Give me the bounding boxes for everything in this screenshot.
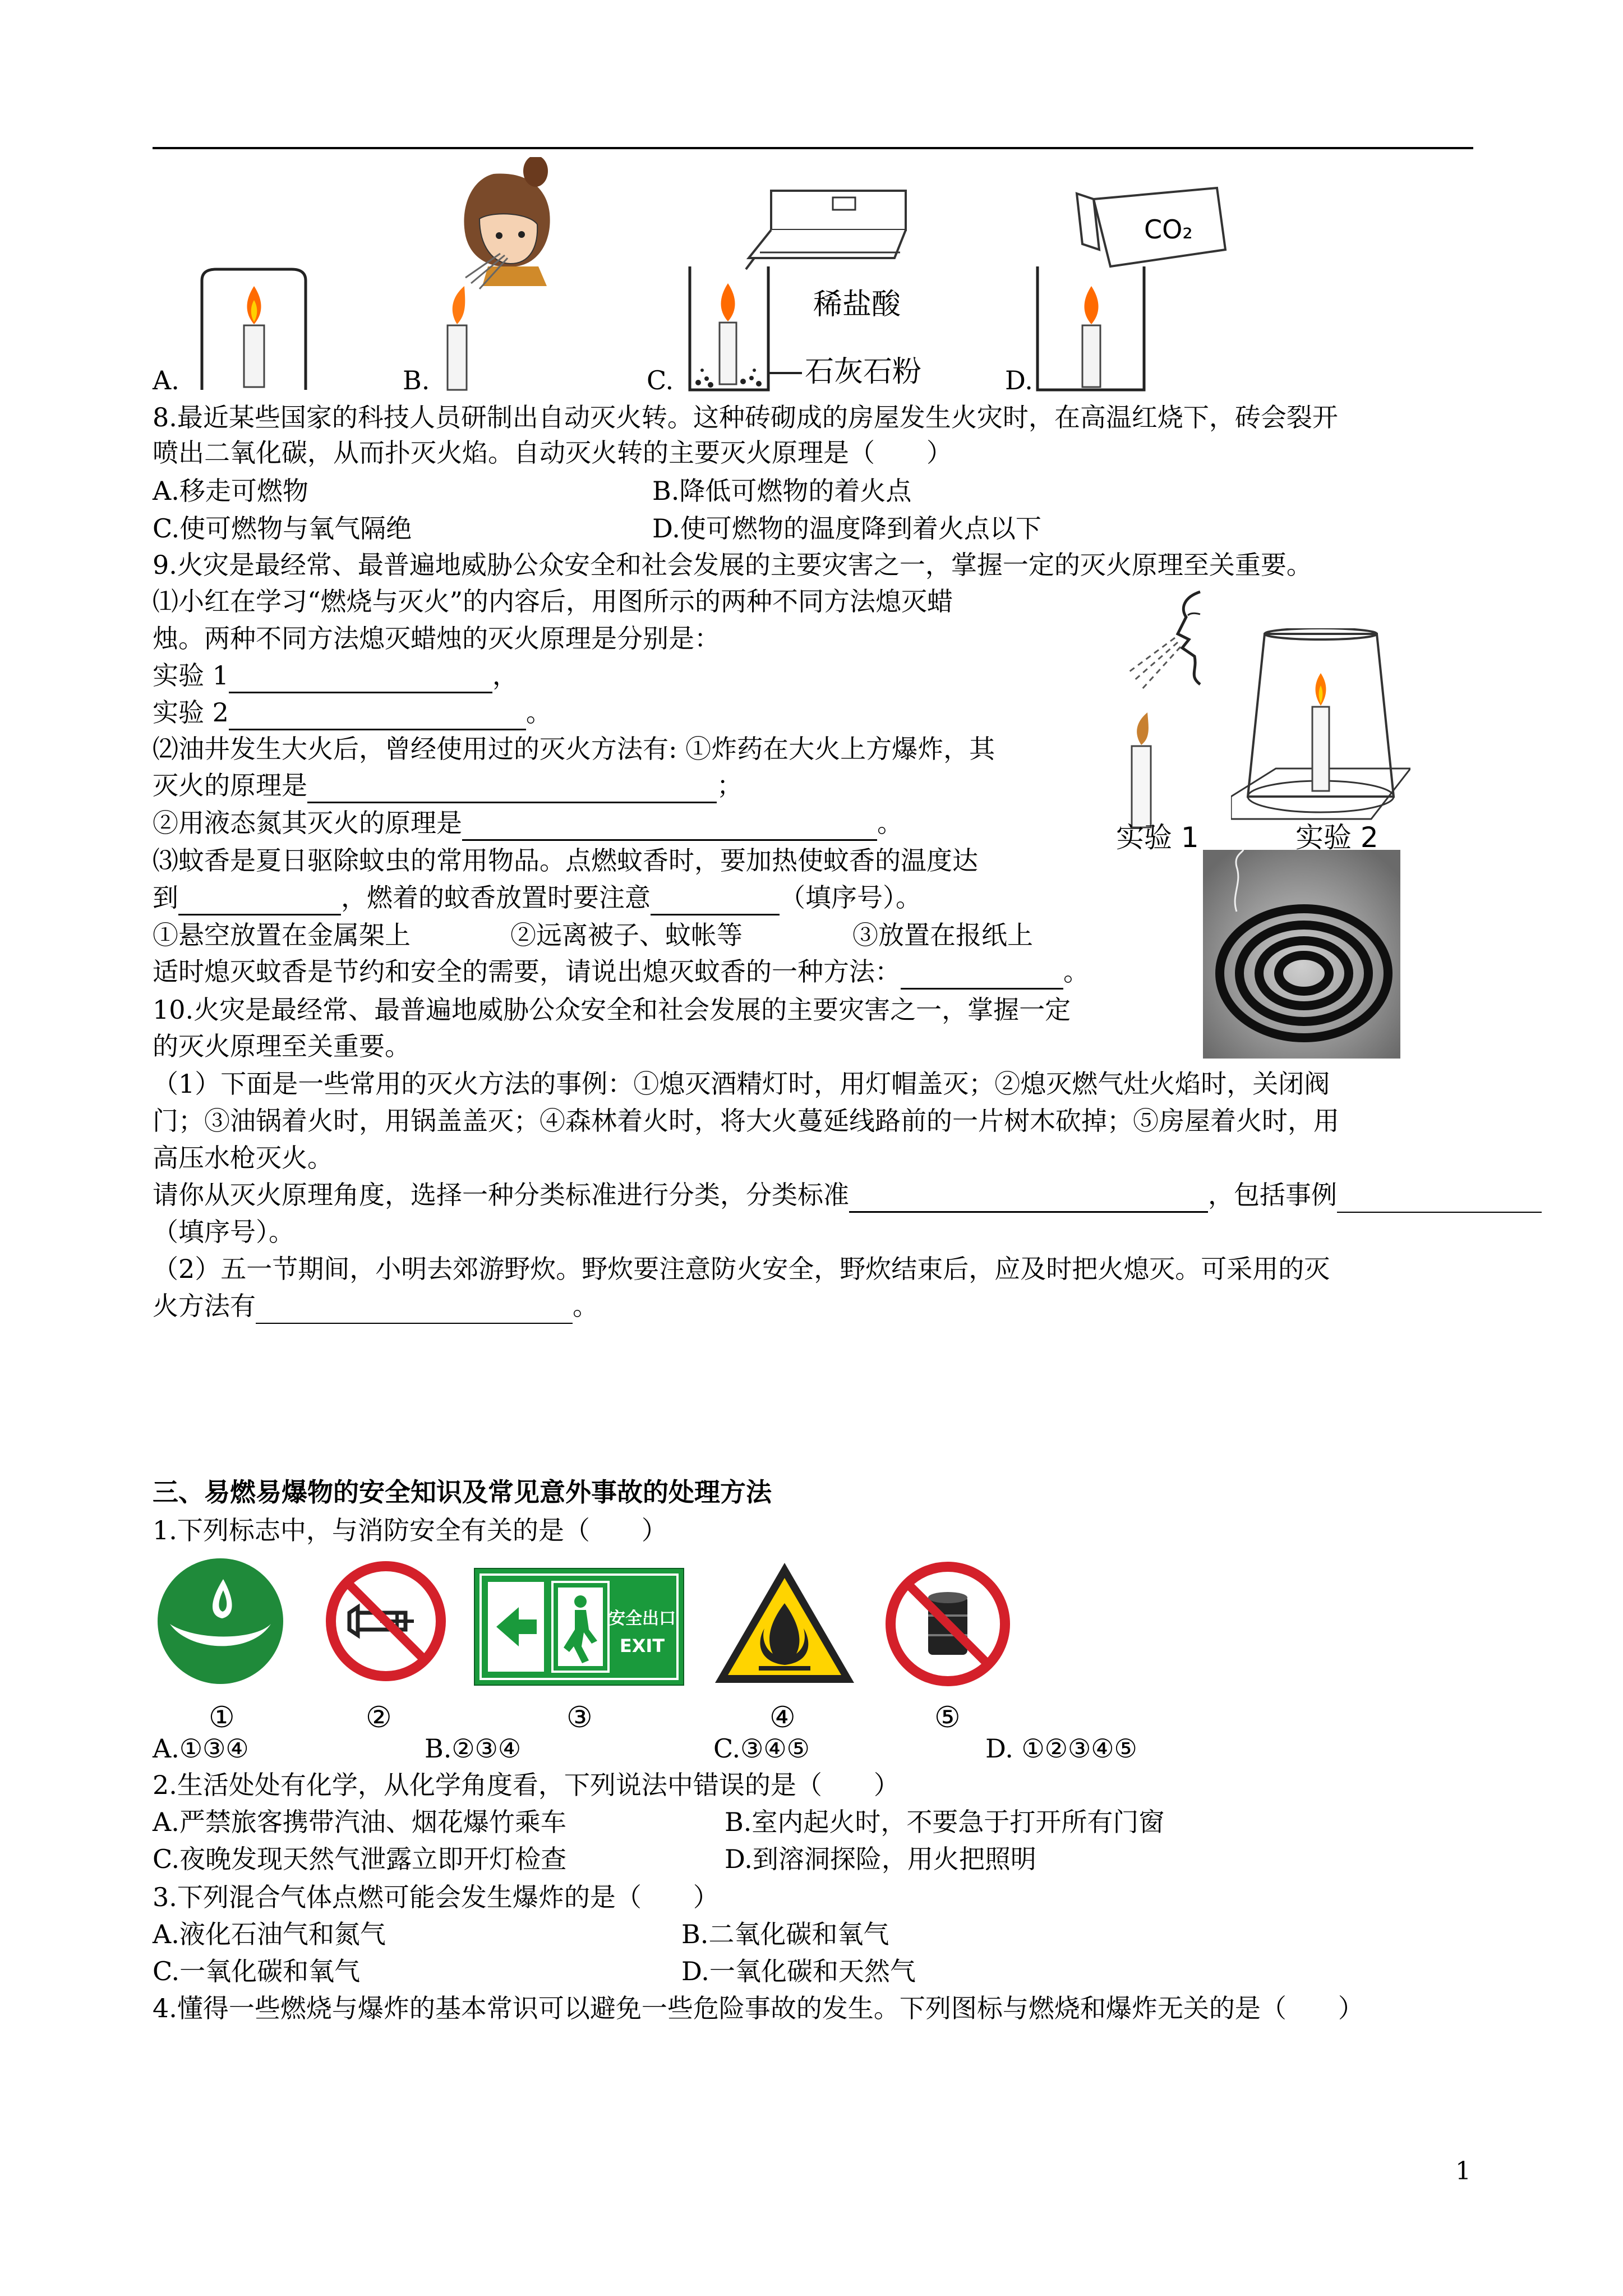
q7-option-d: D.	[1005, 365, 1033, 395]
q9-part1-line1: ⑴小红在学习“燃烧与灭火”的内容后，用图所示的两种不同方法熄灭蜡	[153, 586, 953, 616]
header-rule	[153, 147, 1473, 149]
experiment2-jar-figure	[1231, 628, 1410, 850]
s3-q2-option-d: D.到溶洞探险，用火把照明	[725, 1844, 1036, 1874]
q9-part3-fill: （填序号）。	[780, 882, 921, 913]
experiment1-label: 实验 1	[1116, 821, 1199, 850]
s3-q2-option-a: A.严禁旅客携带汽油、烟花爆竹乘车	[153, 1807, 566, 1837]
q9-exp2-line	[153, 694, 552, 730]
s3-q1-option-b: B.②③④	[425, 1733, 522, 1764]
sign3-safety-exit	[474, 1568, 684, 1686]
dilute-hcl-label: 稀盐酸	[813, 288, 901, 321]
q9-part2-label: 灭火的原理是	[153, 770, 307, 800]
q10-part2-line1: （2）五一节期间，小明去郊游野炊。野炊要注意防火安全，野炊结束后，应及时把火熄灭。可采用的灭	[153, 1254, 1330, 1284]
q10-stem-line2: 的灭火原理至关重要。	[153, 1031, 411, 1061]
s3-q1-option-c: C.③④⑤	[713, 1733, 810, 1764]
q9-exp2-blank[interactable]	[229, 700, 526, 730]
exit-en-text: EXIT	[619, 1635, 665, 1657]
page-number: 1	[1455, 2157, 1471, 2185]
sign3-number: ③	[566, 1701, 593, 1734]
q7-option-b: B.	[403, 365, 430, 395]
q9-stem: 9.火灾是最经常、最普遍地威胁公众安全和社会发展的主要灾害之一，掌握一定的灭火原理至关重要。	[153, 550, 1312, 580]
q9-part1-line2: 烛。两种不同方法熄灭蜡烛的灭火原理是分别是：	[153, 623, 720, 654]
q8-stem-line1: 8.最近某些国家的科技人员研制出自动灭火转。这种砖砌成的房屋发生火灾时，在高温红烧下，砖会裂开	[153, 402, 1338, 432]
q10-examples-blank[interactable]	[1337, 1182, 1542, 1213]
q10-stem-line1: 10.火灾是最经常、最普遍地威胁公众安全和社会发展的主要灾害之一，掌握一定	[153, 995, 1071, 1025]
sign4-flammable-warning	[711, 1558, 858, 1687]
q9-part3-to: 到	[153, 882, 178, 913]
sign1-number: ①	[209, 1701, 235, 1734]
q9-part2-blank1[interactable]	[307, 772, 717, 803]
s3-q3-option-a: A.液化石油气和氮气	[153, 1919, 386, 1949]
sign5-no-fuel-barrel	[883, 1559, 1012, 1688]
s3-q2-stem: 2.生活处处有化学，从化学角度看，下列说法中错误的是（ ）	[153, 1770, 900, 1800]
q9-exp2-label: 实验 2	[153, 697, 229, 728]
q10-methods-period: 。	[573, 1291, 598, 1321]
s3-q1-option-a: A.①③④	[153, 1733, 249, 1764]
q9-part2-semicolon: ；	[717, 770, 743, 800]
section3-title: 三、易燃易爆物的安全知识及常见意外事故的处理方法	[153, 1477, 772, 1507]
q9-part2-nitrogen-label: ②用液态氮其灭火的原理是	[153, 808, 462, 838]
q10-methods-blank[interactable]	[256, 1294, 573, 1324]
q9-part3-opt1: ①悬空放置在金属架上	[153, 920, 411, 950]
q9-part3-blank2[interactable]	[651, 885, 780, 915]
q9-part3-line4	[153, 954, 1089, 990]
q8-option-d: D.使可燃物的温度降到着火点以下	[652, 513, 1041, 544]
s3-q3-option-d: D.一氧化碳和天然气	[681, 1956, 916, 1986]
q10-classify-blank[interactable]	[849, 1182, 1208, 1213]
experiment1-blowing-figure	[1116, 586, 1217, 850]
mosquito-coil-photo	[1203, 850, 1400, 1059]
q9-part3-opt2: ②远离被子、蚊帐等	[510, 920, 743, 950]
q9-part3-line2	[153, 880, 921, 915]
q9-part3-mid: ，燃着的蚊香放置时要注意	[341, 882, 651, 913]
s3-q3-stem: 3.下列混合气体点燃可能会发生爆炸的是（ ）	[153, 1882, 719, 1912]
q9-part3-period: 。	[1063, 956, 1089, 987]
experiment2-label: 实验 2	[1295, 821, 1378, 850]
s3-q3-option-c: C.一氧化碳和氧气	[153, 1956, 361, 1986]
q7-option-c: C.	[647, 365, 674, 395]
q10-part1-line4	[153, 1177, 1542, 1213]
s3-q1-option-d: D. ①②③④⑤	[985, 1733, 1137, 1764]
co2-pouring-beaker-figure	[1032, 182, 1279, 395]
q8-stem-line2: 喷出二氧化碳，从而扑灭火焰。自动灭火转的主要灭火原理是（ ）	[153, 438, 952, 468]
q10-part2-line2	[153, 1288, 598, 1324]
sign2-number: ②	[366, 1701, 392, 1734]
sign4-number: ④	[769, 1701, 796, 1734]
s3-q4-stem: 4.懂得一些燃烧与爆炸的基本常识可以避免一些危险事故的发生。下列图标与燃烧和爆炸无关的是（ ）	[153, 1993, 1364, 2023]
q9-exp2-period: 。	[525, 697, 552, 728]
s3-q1-stem: 1.下列标志中，与消防安全有关的是（ ）	[153, 1515, 667, 1545]
q10-part1-line2: 门；③油锅着火时，用锅盖盖灭；④森林着火时，将大火蔓延线路前的一片树木砍掉；⑤房屋着火时，用	[153, 1106, 1339, 1136]
q9-part3-extinguish-label: 适时熄灭蚊香是节约和安全的需要，请说出熄灭蚊香的一种方法：	[153, 956, 901, 987]
q10-part1-line5: （填序号）。	[153, 1217, 294, 1247]
q9-part3-blank1[interactable]	[178, 885, 341, 915]
q9-part3-opt3: ③放置在报纸上	[852, 920, 1033, 950]
q10-classify-label: 请你从灭火原理角度，选择一种分类标准进行分类，分类标准	[153, 1180, 849, 1210]
q8-option-a: A.移走可燃物	[153, 476, 308, 506]
limestone-acid-beaker-figure	[676, 185, 967, 398]
candle-under-jar-figure	[193, 258, 314, 393]
q9-part2-line2	[153, 767, 743, 803]
sign5-number: ⑤	[934, 1701, 961, 1734]
q10-part1-line3: 高压水枪灭火。	[153, 1143, 333, 1173]
q8-option-c: C.使可燃物与氧气隔绝	[153, 513, 412, 544]
limestone-powder-label: 石灰石粉	[805, 355, 922, 389]
q9-part2-line1: ⑵油井发生大火后，曾经使用过的灭火方法有: ①炸药在大火上方爆炸，其	[153, 734, 995, 764]
s3-q2-option-b: B.室内起火时，不要急于打开所有门窗	[725, 1807, 1165, 1837]
q9-part2-period: 。	[877, 808, 903, 838]
q10-examples-label: ，包括事例	[1208, 1180, 1337, 1210]
s3-q2-option-c: C.夜晚发现天然气泄露立即开灯检查	[153, 1844, 567, 1874]
s3-q3-option-b: B.二氧化碳和氧气	[681, 1919, 889, 1949]
q9-part3-blank3[interactable]	[901, 959, 1063, 990]
q7-option-a: A.	[153, 365, 179, 395]
q9-exp1-label: 实验 1	[153, 660, 229, 691]
sign2-no-horn	[324, 1559, 448, 1683]
q10-part1-line1: （1）下面是一些常用的灭火方法的事例：①熄灭酒精灯时，用灯帽盖灭；②熄灭燃气灶火焰时，关闭阀	[153, 1069, 1330, 1099]
q9-exp1-comma: ，	[492, 660, 518, 691]
q9-part3-line1: ⑶蚊香是夏日驱除蚊虫的常用物品。点燃蚊香时，要加热使蚊香的温度达	[153, 845, 978, 876]
co2-label: CO₂	[1144, 214, 1193, 245]
q9-exp1-line	[153, 657, 518, 693]
q9-part2-line3	[153, 805, 903, 841]
q8-option-b: B.降低可燃物的着火点	[652, 476, 912, 506]
q9-exp1-blank[interactable]	[229, 662, 492, 693]
sign1-green-emblem	[156, 1557, 285, 1686]
exit-cn-text: 安全出口	[608, 1609, 676, 1628]
girl-blowing-candle-figure	[426, 157, 611, 393]
q9-part2-blank2[interactable]	[462, 810, 877, 841]
q10-methods-label: 火方法有	[153, 1291, 256, 1321]
